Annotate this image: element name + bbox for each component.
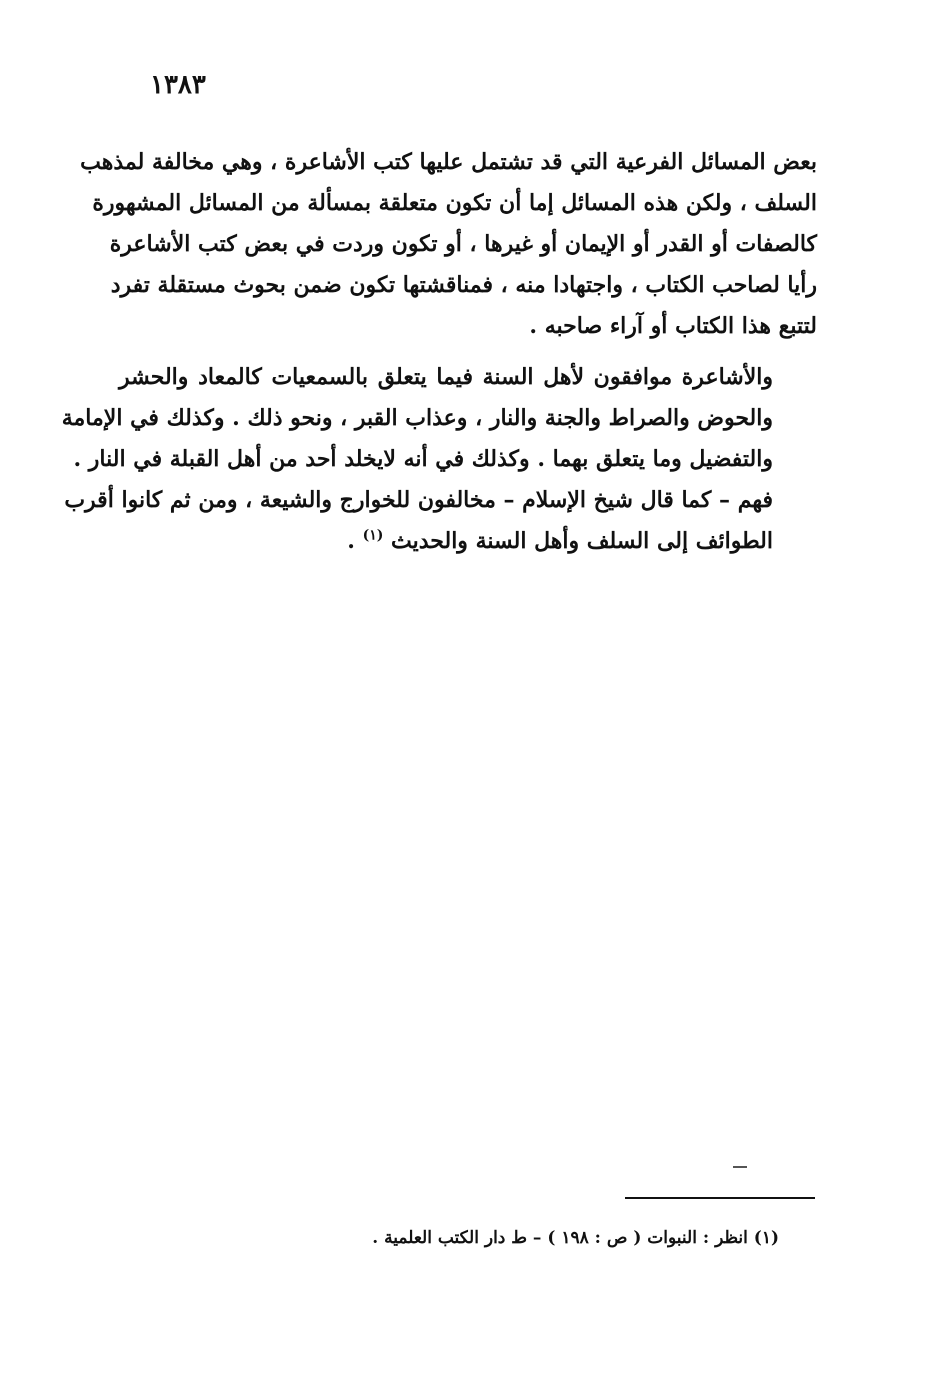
text-line-content: الطوائف إلى السلف وأهل السنة والحديث	[391, 528, 773, 554]
text-line: بعض المسائل الفرعية التي قد تشتمل عليها كتب الأشاعرة ، وهي مخالفة لمذهب	[80, 149, 817, 175]
body-text	[61, 142, 817, 562]
footnote-divider	[625, 1197, 815, 1199]
text-line: والتفضيل وما يتعلق بهما . وكذلك في أنه لايخلد أحد من أهل القبلة في النار .	[73, 446, 773, 472]
footnote: (١) انظر : النبوات ( ص : ١٩٨ ) – ط دار الكتب العلمية .	[372, 1228, 779, 1248]
sentence-end: .	[347, 528, 363, 554]
text-line: رأيا لصاحب الكتاب ، واجتهادا منه ، فمناقشتها تكون ضمن بحوث مستقلة تفرد	[110, 272, 817, 298]
text-line: السلف ، ولكن هذه المسائل إما أن تكون متعلقة بمسألة من المسائل المشهورة	[92, 190, 817, 216]
text-line: والأشاعرة موافقون لأهل السنة فيما يتعلق بالسمعيات كالمعاد والحشر	[119, 364, 773, 390]
page-number: ١٣٨٣	[150, 70, 206, 100]
text-line: كالصفات أو القدر أو الإيمان أو غيرها ، أو تكون وردت في بعض كتب الأشاعرة	[109, 231, 817, 257]
paragraph-2	[61, 357, 817, 562]
paragraph-1	[80, 142, 817, 347]
text-line: لتتبع هذا الكتاب أو آراء صاحبه .	[529, 313, 817, 339]
text-line: فهم – كما قال شيخ الإسلام – مخالفون للخوارج والشيعة ، ومن ثم كانوا أقرب	[64, 487, 773, 513]
scan-speck	[733, 1166, 747, 1168]
footnote-reference: (١)	[362, 527, 384, 544]
text-line-final	[119, 521, 817, 562]
text-line: والحوض والصراط والجنة والنار ، وعذاب القبر ، ونحو ذلك . وكذلك في الإمامة	[61, 405, 773, 431]
